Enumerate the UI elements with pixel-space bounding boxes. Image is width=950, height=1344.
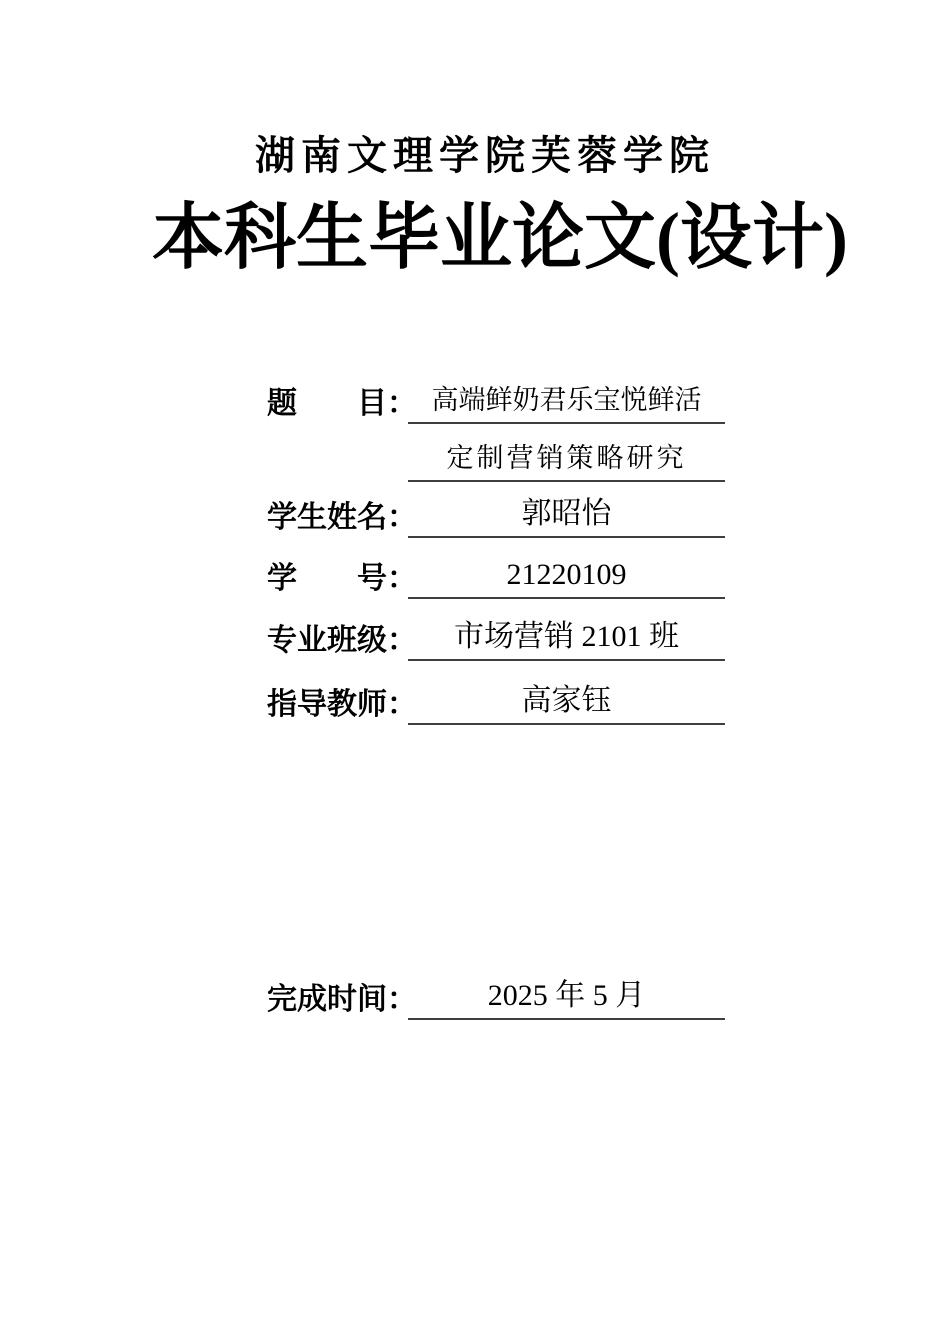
field-value-thesis-title-line2: 定制营销策略研究 <box>408 440 725 482</box>
field-value-major-class: 市场营销 2101 班 <box>408 619 725 661</box>
field-row-student-id <box>267 551 737 599</box>
field-value-student-name: 郭昭怡 <box>408 496 725 538</box>
field-row-thesis-title-line2 <box>267 434 737 482</box>
field-label-student-id: 学 号： <box>267 562 417 595</box>
document-title: 本科生毕业论文(设计) <box>152 198 848 278</box>
field-value-thesis-title-line1: 高端鲜奶君乐宝悦鲜活 <box>408 382 725 424</box>
field-label-completion-date: 完成时间： <box>267 983 417 1016</box>
field-value-completion-date: 2025 年 5 月 <box>408 978 725 1020</box>
field-row-completion-date <box>267 972 737 1020</box>
field-label-advisor: 指导教师： <box>267 688 417 721</box>
field-label-title: 题 目： <box>267 387 417 420</box>
field-value-student-id: 21220109 <box>408 557 725 599</box>
field-label-student-name: 学生姓名： <box>267 501 417 534</box>
field-row-thesis-title-line1 <box>267 376 737 424</box>
school-name: 湖南文理学院芙蓉学院 <box>255 133 715 178</box>
field-value-advisor: 高家钰 <box>408 683 725 725</box>
field-label-major-class: 专业班级： <box>267 624 417 657</box>
field-row-advisor <box>267 677 737 725</box>
field-row-student-name <box>267 490 737 538</box>
field-row-major-class <box>267 613 737 661</box>
